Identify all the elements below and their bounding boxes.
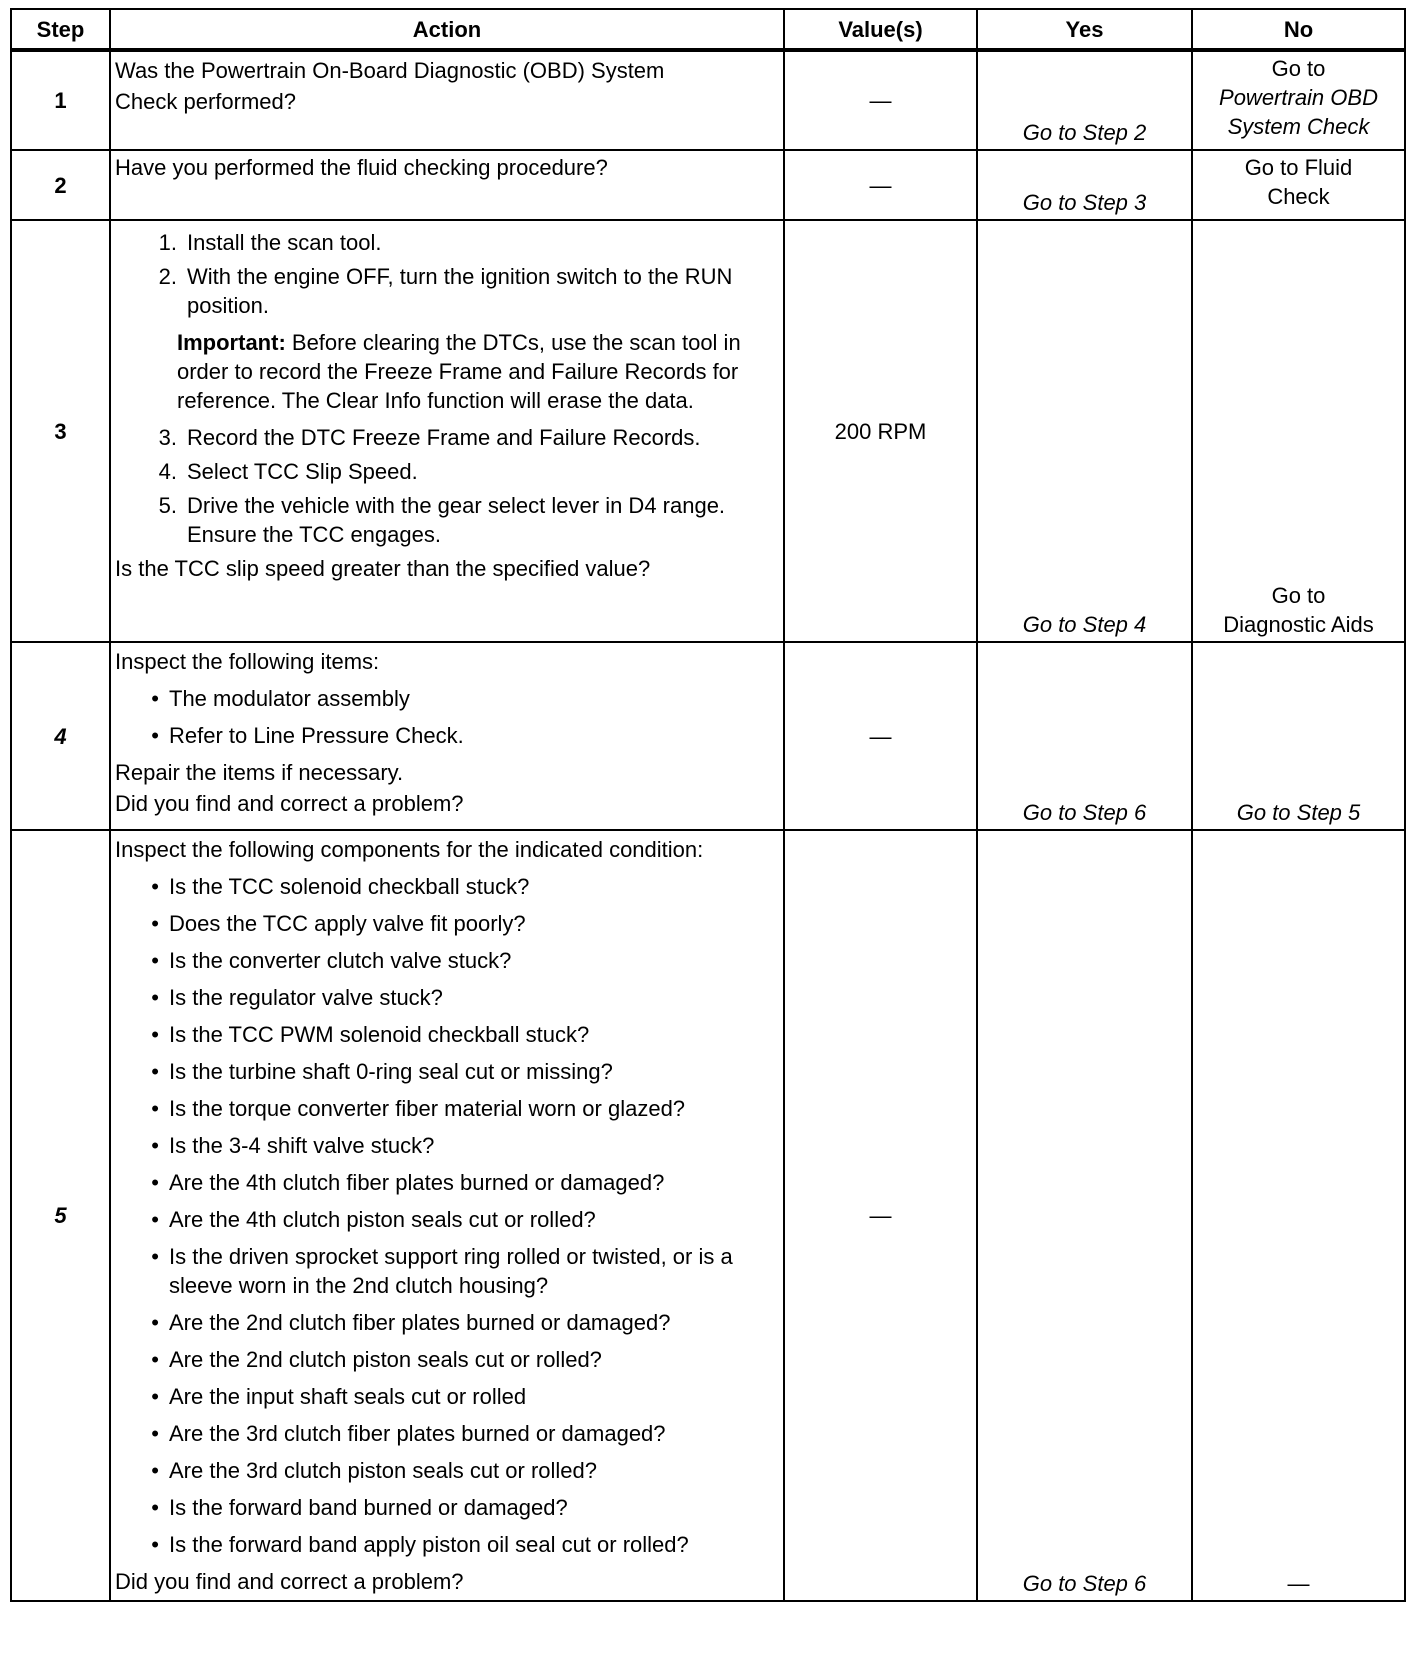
list-item: • Are the 4th clutch fiber plates burned or damaged? (151, 1170, 665, 1195)
list-item: • Refer to Line Pressure Check. (151, 723, 464, 748)
value-cell: — (784, 642, 977, 830)
list-item: 4. Select TCC Slip Speed. (158, 459, 418, 484)
list-item: • Are the input shaft seals cut or rolled (151, 1384, 527, 1409)
table-row-step-5 (11, 830, 1405, 1601)
step-number: 1 (11, 50, 110, 150)
action-cell (110, 830, 784, 1601)
action-text: Inspect the following items: (115, 649, 380, 674)
no-cell: — (1192, 830, 1405, 1601)
procedure-list (115, 228, 779, 320)
header-action: Action (110, 9, 784, 50)
yes-link-step-6[interactable]: Go to Step 6 (977, 642, 1192, 830)
question-text: Did you find and correct a problem? (115, 1569, 464, 1594)
action-cell (110, 220, 784, 642)
list-item: • The modulator assembly (151, 686, 410, 711)
inspection-list (115, 872, 779, 1559)
action-text: Inspect the following components for the indicated condition: (115, 837, 704, 862)
list-item: 3. Record the DTC Freeze Frame and Failure Records. (158, 425, 701, 450)
list-item: • Is the forward band apply piston oil seal cut or rolled? (151, 1532, 689, 1557)
no-text: Check (1267, 184, 1330, 209)
list-item: • Is the turbine shaft 0-ring seal cut or missing? (151, 1059, 613, 1084)
list-item: • Are the 2nd clutch piston seals cut or rolled? (151, 1347, 602, 1372)
no-text: Diagnostic Aids (1223, 612, 1374, 637)
no-link-step-5[interactable]: Go to Step 5 (1192, 642, 1405, 830)
list-item: • Is the converter clutch valve stuck? (151, 948, 512, 973)
list-item: • Is the forward band burned or damaged? (151, 1495, 568, 1520)
no-link-system-check[interactable]: System Check (1227, 114, 1370, 139)
list-item: • Does the TCC apply valve fit poorly? (151, 911, 526, 936)
question-text: Is the TCC slip speed greater than the specified value? (115, 556, 651, 581)
table-row-step-1 (11, 50, 1405, 150)
value-cell: — (784, 830, 977, 1601)
header-values: Value(s) (784, 9, 977, 50)
table-row-step-3 (11, 220, 1405, 642)
table-row-step-2 (11, 150, 1405, 220)
question-text: Did you find and correct a problem? (115, 791, 464, 816)
value-cell: — (784, 150, 977, 220)
yes-link-step-2[interactable]: Go to Step 2 (977, 50, 1192, 150)
yes-link-step-4[interactable]: Go to Step 4 (977, 220, 1192, 642)
no-cell[interactable] (1192, 220, 1405, 642)
header-no: No (1192, 9, 1405, 50)
list-item: • Are the 3rd clutch piston seals cut or rolled? (151, 1458, 598, 1483)
value-cell: — (784, 50, 977, 150)
list-item: • Are the 2nd clutch fiber plates burned or damaged? (151, 1310, 671, 1335)
no-text: Go to (1271, 583, 1326, 608)
list-item: • Is the driven sprocket support ring rolled or twisted, or is a sleeve worn in the 2nd clutch housing? (151, 1244, 733, 1298)
header-row (11, 9, 1405, 50)
no-link-powertrain-obd[interactable]: Powertrain OBD (1219, 85, 1378, 110)
important-text: Before clearing the DTCs, use the scan tool in order to record the Freeze Frame and Failure Records for reference. The Clear Info function will erase the data. (177, 330, 741, 413)
step-number: 4 (11, 642, 110, 830)
action-cell (110, 50, 784, 150)
header-step: Step (11, 9, 110, 50)
list-item: • Is the torque converter fiber material worn or glazed? (151, 1096, 686, 1121)
action-text: Repair the items if necessary. (115, 760, 404, 785)
step-number: 5 (11, 830, 110, 1601)
list-item: • Is the TCC solenoid checkball stuck? (151, 874, 530, 899)
important-label: Important: (177, 330, 286, 355)
list-item: • Are the 4th clutch piston seals cut or rolled? (151, 1207, 596, 1232)
inspection-list (115, 684, 779, 750)
action-text: Have you performed the fluid checking procedure? (110, 150, 784, 220)
diagnostic-table-container (10, 8, 1404, 1602)
action-text: Check performed? (115, 89, 296, 114)
value-cell: 200 RPM (784, 220, 977, 642)
header-yes: Yes (977, 9, 1192, 50)
action-text: Was the Powertrain On-Board Diagnostic (OBD) System (115, 58, 665, 83)
procedure-list (115, 423, 779, 549)
action-cell (110, 642, 784, 830)
diagnostic-table (10, 8, 1406, 1602)
list-item: • Is the TCC PWM solenoid checkball stuck? (151, 1022, 590, 1047)
step-number: 3 (11, 220, 110, 642)
yes-link-step-6[interactable]: Go to Step 6 (977, 830, 1192, 1601)
no-cell (1192, 50, 1405, 150)
list-item: • Is the 3-4 shift valve stuck? (151, 1133, 435, 1158)
no-cell[interactable] (1192, 150, 1405, 220)
list-item: • Are the 3rd clutch fiber plates burned or damaged? (151, 1421, 666, 1446)
no-text: Go to Fluid (1244, 155, 1353, 180)
list-item: 5. Drive the vehicle with the gear select lever in D4 range. Ensure the TCC engages. (158, 493, 726, 547)
table-row-step-4 (11, 642, 1405, 830)
step-number: 2 (11, 150, 110, 220)
list-item: 1. Install the scan tool. (158, 230, 382, 255)
important-note (177, 328, 779, 415)
list-item: • Is the regulator valve stuck? (151, 985, 443, 1010)
no-text: Go to (1271, 56, 1326, 81)
yes-link-step-3[interactable]: Go to Step 3 (977, 150, 1192, 220)
list-item: 2. With the engine OFF, turn the ignition switch to the RUN position. (158, 264, 733, 318)
